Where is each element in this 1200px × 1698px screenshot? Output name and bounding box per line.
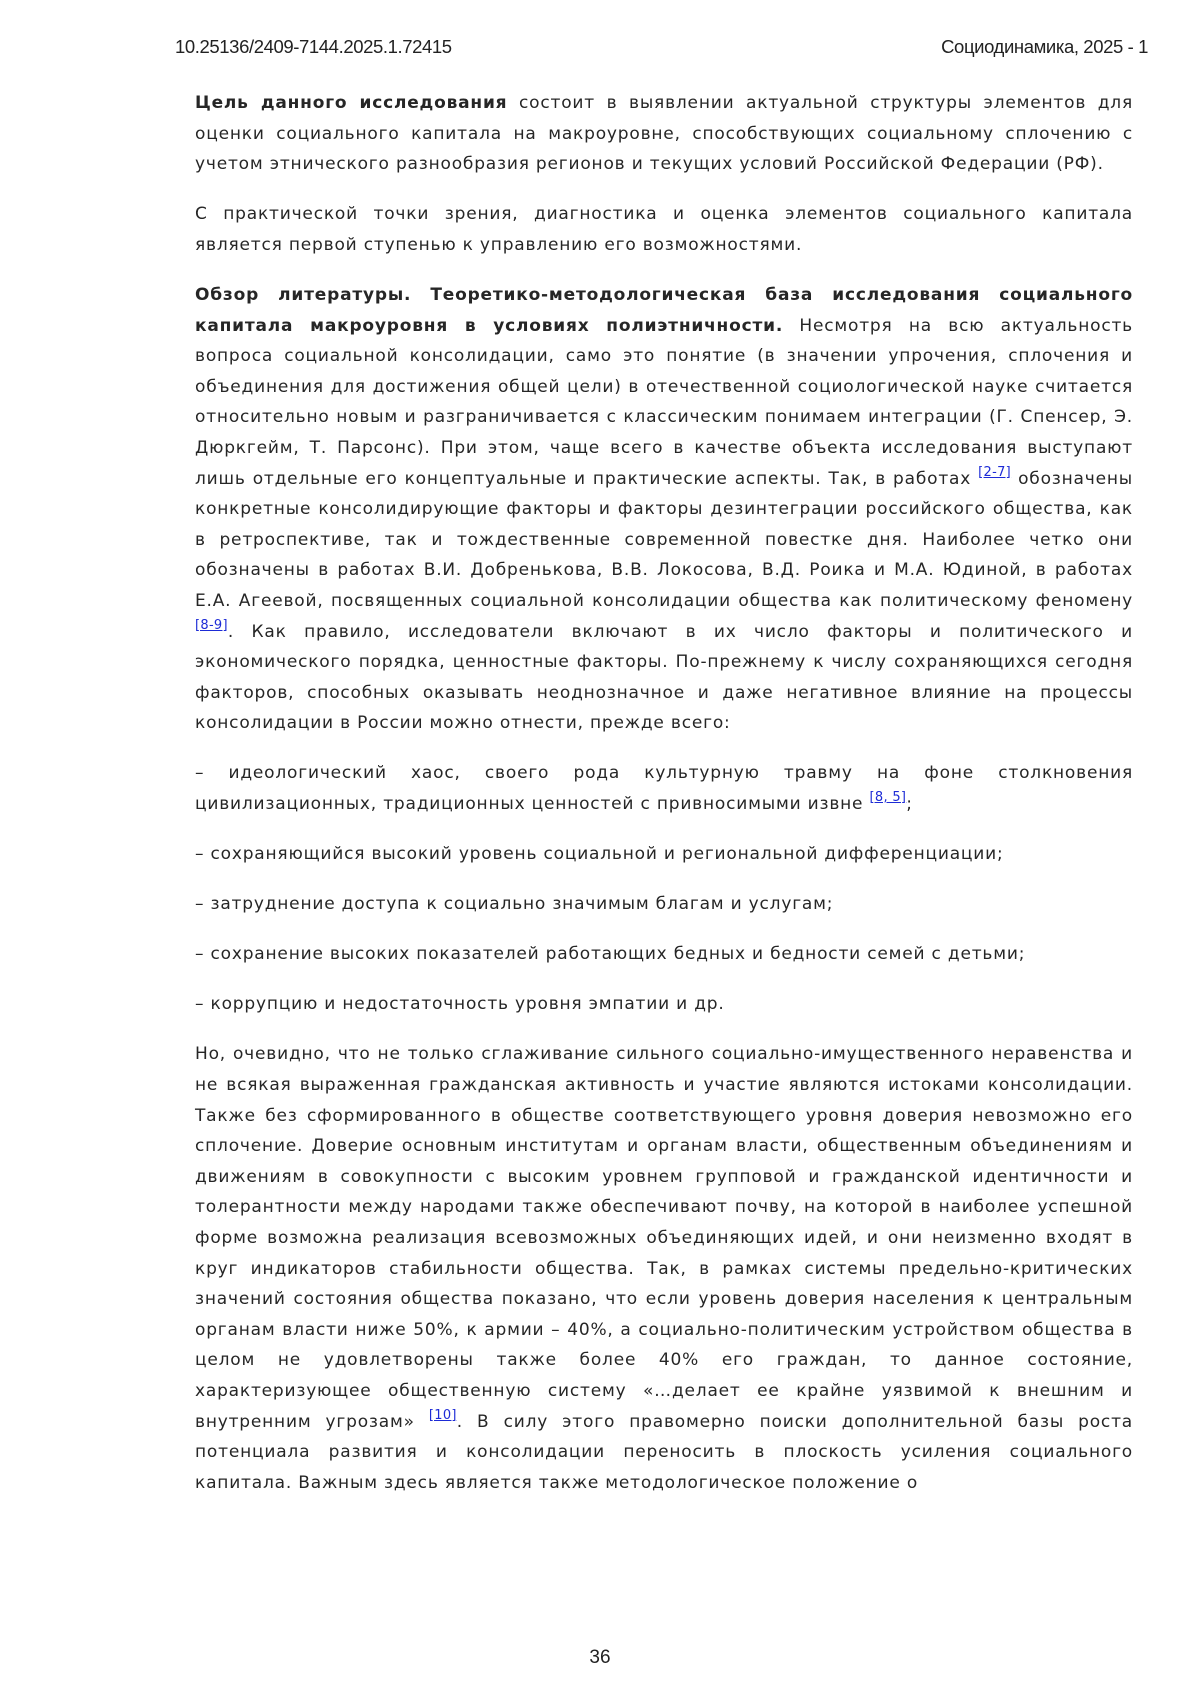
list-item-text: – затруднение доступа к социально значимым благам и услугам;: [195, 894, 833, 914]
trust-text-2: . В силу этого правомерно поиски дополнительной базы роста потенциала развития и консолидации переносить в плоскость усиления социального капитала. Важным здесь является также методологическое положение о: [195, 1412, 1133, 1493]
literature-review-heading: Обзор литературы. Теоретико-методологическая база исследования социального капитала макроуровня в условиях полиэтничности.: [195, 285, 1133, 336]
reference-link[interactable]: [10]: [429, 1408, 457, 1423]
reference-link[interactable]: [2-7]: [978, 465, 1011, 480]
literature-review-text-1: Несмотря на всю актуальность вопроса социальной консолидации, само это понятие (в значении упрочения, сплочения и объединения для достижения общей цели) в отечественной социологической науке считается относительно новым и разграничивается с классическим понимаем интеграции (Г. Спенсер, Э. Дюркгейм, Т. Парсонс). При этом, чаще всего в качестве объекта исследования выступают лишь отдельные его концептуальные и практические аспекты. Так, в работах: [195, 316, 1133, 489]
literature-review-text-3: . Как правило, исследователи включают в их число факторы и политического и экономического порядка, ценностные факторы. По-прежнему к числу сохраняющихся сегодня факторов, способных оказывать неоднозначное и даже негативное влияние на процессы консолидации в России можно отнести, прежде всего:: [195, 622, 1133, 734]
literature-review-text-2: обозначены конкретные консолидирующие факторы и факторы дезинтеграции российского общества, как в ретроспективе, так и тождественные современной повестке дня. Наиболее четко они обозначены в работах В.И. Добренькова, В.В. Локосова, В.Д. Роика и М.А. Юдиной, в работах Е.А. Агеевой, посвященных социальной консолидации общества как политическому феномену: [195, 469, 1133, 611]
article-body: [195, 88, 1133, 1518]
running-header: [175, 36, 1148, 62]
list-item-text: – идеологический хаос, своего рода культурную травму на фоне столкновения цивилизационных, традиционных ценностей с привносимыми извне: [195, 763, 1133, 814]
journal-label: Социодинамика, 2025 - 1: [941, 36, 1148, 58]
paragraph-literature-review: [195, 280, 1133, 739]
paragraph-research-goal: [195, 88, 1133, 180]
paragraph-trust: [195, 1039, 1133, 1498]
list-item: [195, 889, 1133, 920]
reference-link[interactable]: [8, 5]: [870, 790, 907, 805]
list-item-text: – сохраняющийся высокий уровень социальной и региональной дифференциации;: [195, 844, 1004, 864]
list-item: [195, 989, 1133, 1020]
list-item: [195, 758, 1133, 819]
list-item-end: ;: [906, 794, 913, 814]
reference-link[interactable]: [8-9]: [195, 618, 228, 633]
page-number: 36: [0, 1647, 1200, 1669]
doi-label: 10.25136/2409-7144.2025.1.72415: [175, 36, 452, 58]
research-goal-heading: Цель данного исследования: [195, 93, 507, 113]
research-goal-text: состоит в выявлении актуальной структуры элементов для оценки социального капитала на макроуровне, способствующих социальному сплочению с учетом этнического разнообразия регионов и текущих условий Российской Федерации (РФ).: [195, 93, 1133, 174]
list-item: [195, 939, 1133, 970]
trust-text-1: Но, очевидно, что не только сглаживание сильного социально-имущественного неравенства и не всякая выраженная гражданская активность и участие являются истоками консолидации. Также без сформированного в обществе соответствующего уровня доверия невозможно его сплочение. Доверие основным институтам и органам власти, общественным объединениям и движениям в совокупности с высоким уровнем групповой и гражданской идентичности и толерантности между народами также обеспечивают почву, на которой в наиболее успешной форме возможна реализация всевозможных объединяющих идей, и они неизменно входят в круг индикаторов стабильности общества. Так, в рамках системы предельно-критических значений состояния общества показано, что если уровень доверия населения к центральным органам власти ниже 50%, к армии – 40%, а социально-политическим устройством общества в целом не удовлетворены также более 40% его граждан, то данное состояние, характеризующее общественную систему «…делает ее крайне уязвимой к внешним и внутренним угрозам»: [195, 1044, 1133, 1431]
list-item: [195, 839, 1133, 870]
practical-view-text: С практической точки зрения, диагностика и оценка элементов социального капитала является первой ступенью к управлению его возможностями.: [195, 204, 1133, 255]
list-item-text: – коррупцию и недостаточность уровня эмпатии и др.: [195, 994, 725, 1014]
paragraph-practical-view: [195, 199, 1133, 260]
list-item-text: – сохранение высоких показателей работающих бедных и бедности семей с детьми;: [195, 944, 1025, 964]
